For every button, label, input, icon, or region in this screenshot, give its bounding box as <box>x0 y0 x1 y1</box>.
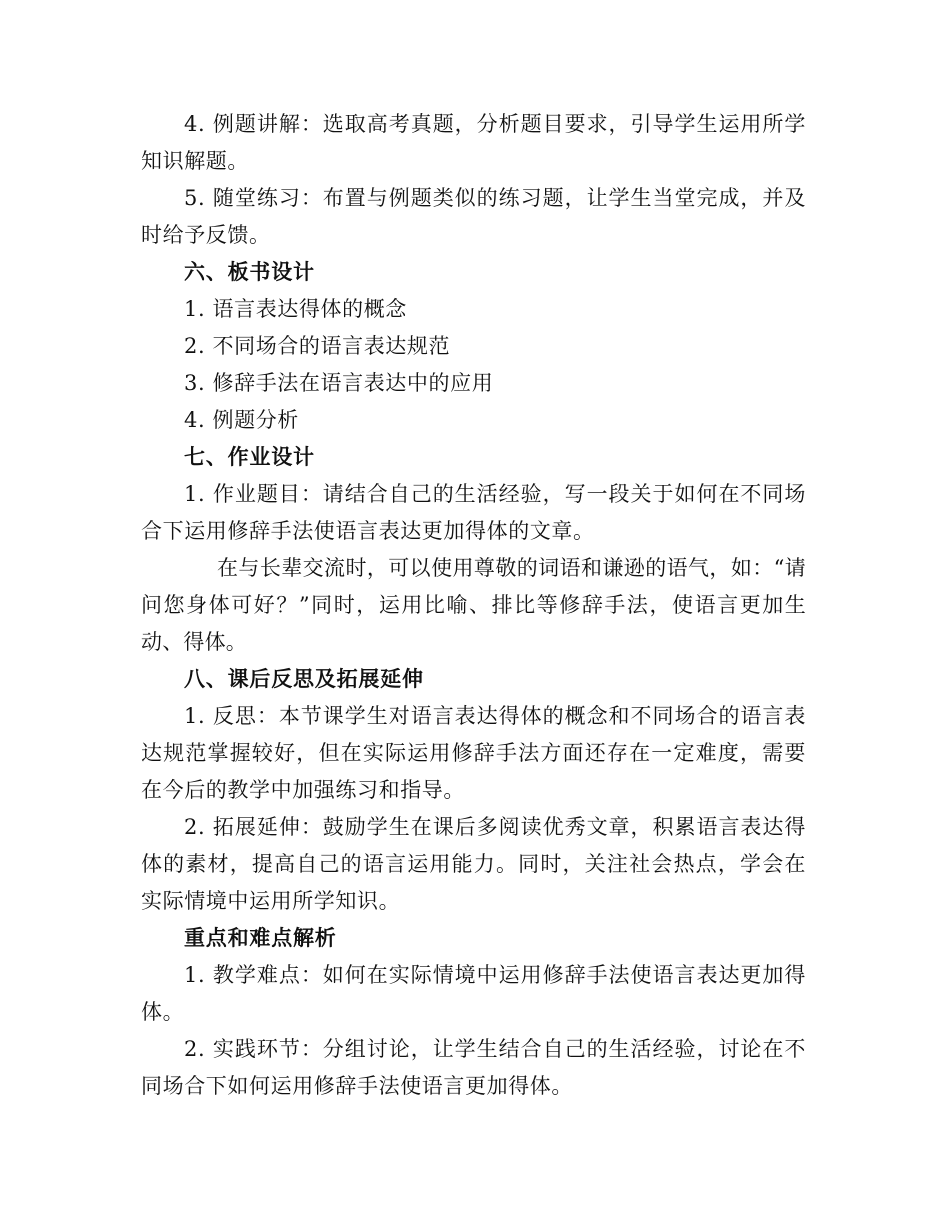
list-item-homework-topic: 1. 作业题目：请结合自己的生活经验，写一段关于如何在不同场合下运用修辞手法使语言表达更加得体的文章。 <box>141 482 806 543</box>
section-heading-reflection: 八、课后反思及拓展延伸 <box>184 667 424 691</box>
list-item-board-1: 1. 语言表达得体的概念 <box>184 297 407 321</box>
list-item-practice-session: 2. 实践环节：分组讨论，让学生结合自己的生活经验，讨论在不同场合下如何运用修辞手法使语言更加得体。 <box>141 1037 806 1098</box>
list-item-reflection: 1. 反思：本节课学生对语言表达得体的概念和不同场合的语言表达规范掌握较好，但在实际运用修辞手法方面还存在一定难度，需要在今后的教学中加强练习和指导。 <box>141 704 806 802</box>
list-item-board-4: 4. 例题分析 <box>184 408 299 432</box>
section-heading-board-design: 六、板书设计 <box>184 260 315 284</box>
list-item-teaching-difficulty: 1. 教学难点：如何在实际情境中运用修辞手法使语言表达更加得体。 <box>141 963 806 1024</box>
list-item-board-2: 2. 不同场合的语言表达规范 <box>184 334 451 358</box>
list-item-class-practice: 5. 随堂练习：布置与例题类似的练习题，让学生当堂完成，并及时给予反馈。 <box>141 186 806 247</box>
homework-sample-paragraph: 在与长辈交流时，可以使用尊敬的词语和谦逊的语气，如：“请问您身体可好？”同时，运用比喻、排比等修辞手法，使语言更加生动、得体。 <box>141 556 806 654</box>
list-item-board-3: 3. 修辞手法在语言表达中的应用 <box>184 371 494 395</box>
list-item-extension: 2. 拓展延伸：鼓励学生在课后多阅读优秀文章，积累语言表达得体的素材，提高自己的语言运用能力。同时，关注社会热点，学会在实际情境中运用所学知识。 <box>141 815 806 913</box>
list-item-example-explanation: 4. 例题讲解：选取高考真题，分析题目要求，引导学生运用所学知识解题。 <box>141 112 806 173</box>
section-heading-homework: 七、作业设计 <box>184 445 315 469</box>
section-heading-key-points: 重点和难点解析 <box>184 926 337 950</box>
document-body <box>141 106 806 1105</box>
